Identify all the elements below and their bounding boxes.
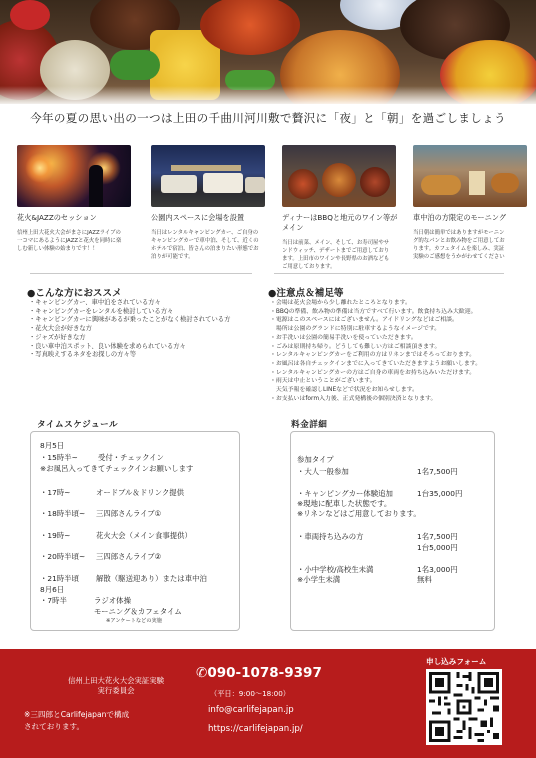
schedule-desc: オードブル＆ドリンク提供 [96, 488, 185, 497]
notes-list [270, 299, 481, 403]
card-description: 当日はレンタルキャンピングカー、ご自身の キャンピングカーで車中泊、そして、近くの ホテルで宿泊、皆さんの泊まりたい形態でお 泊りが可能です。 [151, 230, 259, 260]
qr-code[interactable] [426, 669, 502, 745]
list-item: ・電源はこのスペースにはございません。アイドリングなどはご相談。 [270, 317, 458, 324]
pricing-heading: 参加タイプ [297, 455, 334, 464]
list-item: ・キャンピングカー、車中泊をされている方々 [29, 299, 161, 306]
card-description: 信州上田大花火大会がまさにJAZZライブの 一コマにあるようにJAZZと花火を同時に楽 しむ新しい体験の始まりです！！ [17, 230, 122, 252]
list-item: ・良い車中泊スポット、良い体験を求められている方々 [29, 342, 186, 350]
schedule-time: ・17時~ [40, 488, 71, 497]
schedule-date: 8月6日 [40, 585, 65, 594]
bbq-dinner-photo [282, 145, 396, 207]
list-item: 場所は公園のグランドに特別に駐車するようなイメージです。 [270, 326, 441, 333]
business-hours: （平日：9:00～18:00） [210, 689, 290, 698]
schedule-desc: モーニング＆カフェタイム [94, 607, 182, 616]
card-jazz [17, 145, 133, 253]
organizer-name: 実行委員会 [97, 686, 135, 695]
pricing-label: ・キャンピングカー体験追加 [297, 489, 393, 498]
schedule-title: タイムスケジュール [37, 420, 119, 430]
list-item: ・お風呂は各自チェックインまでに入ってきていただきますようお願いします。 [270, 360, 482, 367]
divider [30, 273, 252, 274]
organizer-note: されております。 [24, 722, 85, 731]
headline: 今年の夏の思い出の一つは上田の千曲川河川敷で贅沢に「夜」と「朝」を過ごしましょう [30, 111, 506, 125]
website-link[interactable]: https://carlifejapan.jp/ [208, 724, 303, 734]
list-item: 天気予報を確認しLINEなどで状況をお知らせします。 [270, 387, 418, 394]
schedule-date: 8月5日 [40, 441, 65, 450]
list-item: ・レンタルキャンピングカーをご利用の方はリネンまではそろっております。 [270, 352, 476, 359]
email-link[interactable]: info@carlifejapan.jp [208, 705, 294, 715]
card-caption: 花火&JAZZのセッション [17, 213, 97, 222]
list-item: ・キャンピングカーに興味があるが乗ったことがなく検討されている方 [29, 316, 231, 324]
pricing-label: ・大人一般参加 [297, 467, 349, 476]
pricing-note: ※現地に配車した状態です。 [297, 499, 392, 508]
organizer-name: 信州上田大花火大会実証実験 [67, 676, 165, 685]
schedule-note: ※お風呂入ってきてチェックインお願いします [40, 464, 194, 473]
schedule-desc: 花火大会（メイン食事提供） [96, 531, 192, 540]
card-caption: ディナーはBBQと地元のワイン等がメイン [282, 213, 398, 232]
pricing-value: 1台35,000円 [417, 489, 463, 498]
list-item: ・キャンピングカーをレンタルを検討している方々 [29, 307, 174, 315]
pricing-value: 無料 [417, 575, 432, 584]
pricing-label: ※小学生未満 [297, 575, 341, 584]
recommend-list [29, 299, 230, 360]
organizer-note: ※三四郎とCarlifejapanで構成 [24, 710, 130, 719]
list-item: ・花火大会が好きな方 [29, 325, 92, 333]
card-venue [151, 145, 267, 261]
card-caption: 車中泊の方限定のモーニング [413, 213, 507, 222]
list-item: ・写真映えするネタをお探しの方々等 [29, 351, 137, 359]
card-caption: 公園内スペースに会場を設置 [151, 213, 245, 222]
schedule-desc: 三四郎さんライブ② [96, 552, 162, 561]
fireworks-jazz-photo [17, 145, 131, 207]
pricing-value: 1台5,000円 [417, 543, 458, 552]
list-item: ・ごみは原則持ち帰り。どうしても難しい方はご相談頂きます。 [270, 343, 441, 350]
card-description: 当日朝は簡単ではありますがモーニン グ的なパンとお飲み物をご用意してお ります。カフェタイムを楽しみ、実証 実験のご感想をうかがわせてください [413, 230, 505, 260]
pricing-label: ・小中学校/高校生未満 [297, 565, 374, 574]
schedule-time: ・20時半頃~ [40, 552, 86, 561]
pricing-label: ・車両持ち込みの方 [297, 532, 364, 541]
list-item: ・レンタルキャンピングカーの方はご自身の車両をお持ち込みいただけます。 [270, 369, 476, 376]
list-item: ・お支払いはform入力後、正式発構後の個別決済となります。 [270, 395, 437, 402]
list-item: ・雨天は中止ということがございます。 [270, 378, 376, 385]
schedule-time: ・15時半~ [40, 453, 78, 462]
schedule-time: ・21時半頃 [40, 574, 79, 583]
notes-title: ●注意点＆補足等 [268, 288, 344, 299]
schedule-time: ・19時~ [40, 531, 71, 540]
list-item: ・会場は花火会場から少し離れたところとなります。 [270, 300, 411, 306]
schedule-desc: 解散（駆送迎あり）または車中泊 [96, 574, 207, 583]
pricing-value: 1名7,500円 [417, 532, 458, 541]
card-description: 当日は前菜、メイン、そして、お寿司屋やサ ンドウィッチ、デザートまでご用意しており ます。上田市のワインや長野県のお酒なども ご用意しております。 [282, 240, 390, 270]
schedule-desc: 受付・チェックイン [98, 453, 164, 462]
schedule-desc: ラジオ体操 [94, 596, 131, 605]
divider [274, 273, 504, 274]
schedule-time: ・7時半 [40, 596, 67, 605]
schedule-note: ※アンケートなどの実施 [106, 618, 162, 624]
list-item: ・ジャズが好きな方 [29, 333, 86, 341]
list-item: ・BBQの準備、飲み物の準備は当方ですべて行います。飲食持ち込み大歓迎。 [270, 308, 477, 315]
morning-breakfast-photo [413, 145, 527, 207]
phone-icon: ✆ [196, 665, 208, 681]
form-label: 申し込みフォーム [426, 657, 487, 666]
recommend-title: ●こんな方におススメ [27, 288, 122, 299]
camper-venue-photo [151, 145, 265, 207]
pricing-value: 1名3,000円 [417, 565, 458, 574]
pricing-note: ※リネンなどはご用意しております。 [297, 509, 421, 518]
card-morning [413, 145, 529, 261]
schedule-time: ・18時半頃~ [40, 509, 86, 518]
card-dinner [282, 145, 398, 271]
list-item: ・お手洗いは公園の簡易手洗いを使っていただきます。 [270, 334, 417, 341]
phone-link[interactable]: ✆090-1078-9397 [196, 665, 322, 681]
hero-food-image [0, 0, 536, 104]
pricing-value: 1名7,500円 [417, 467, 458, 476]
pricing-title: 料金詳細 [291, 420, 328, 430]
schedule-desc: 三四郎さんライブ① [96, 509, 162, 518]
